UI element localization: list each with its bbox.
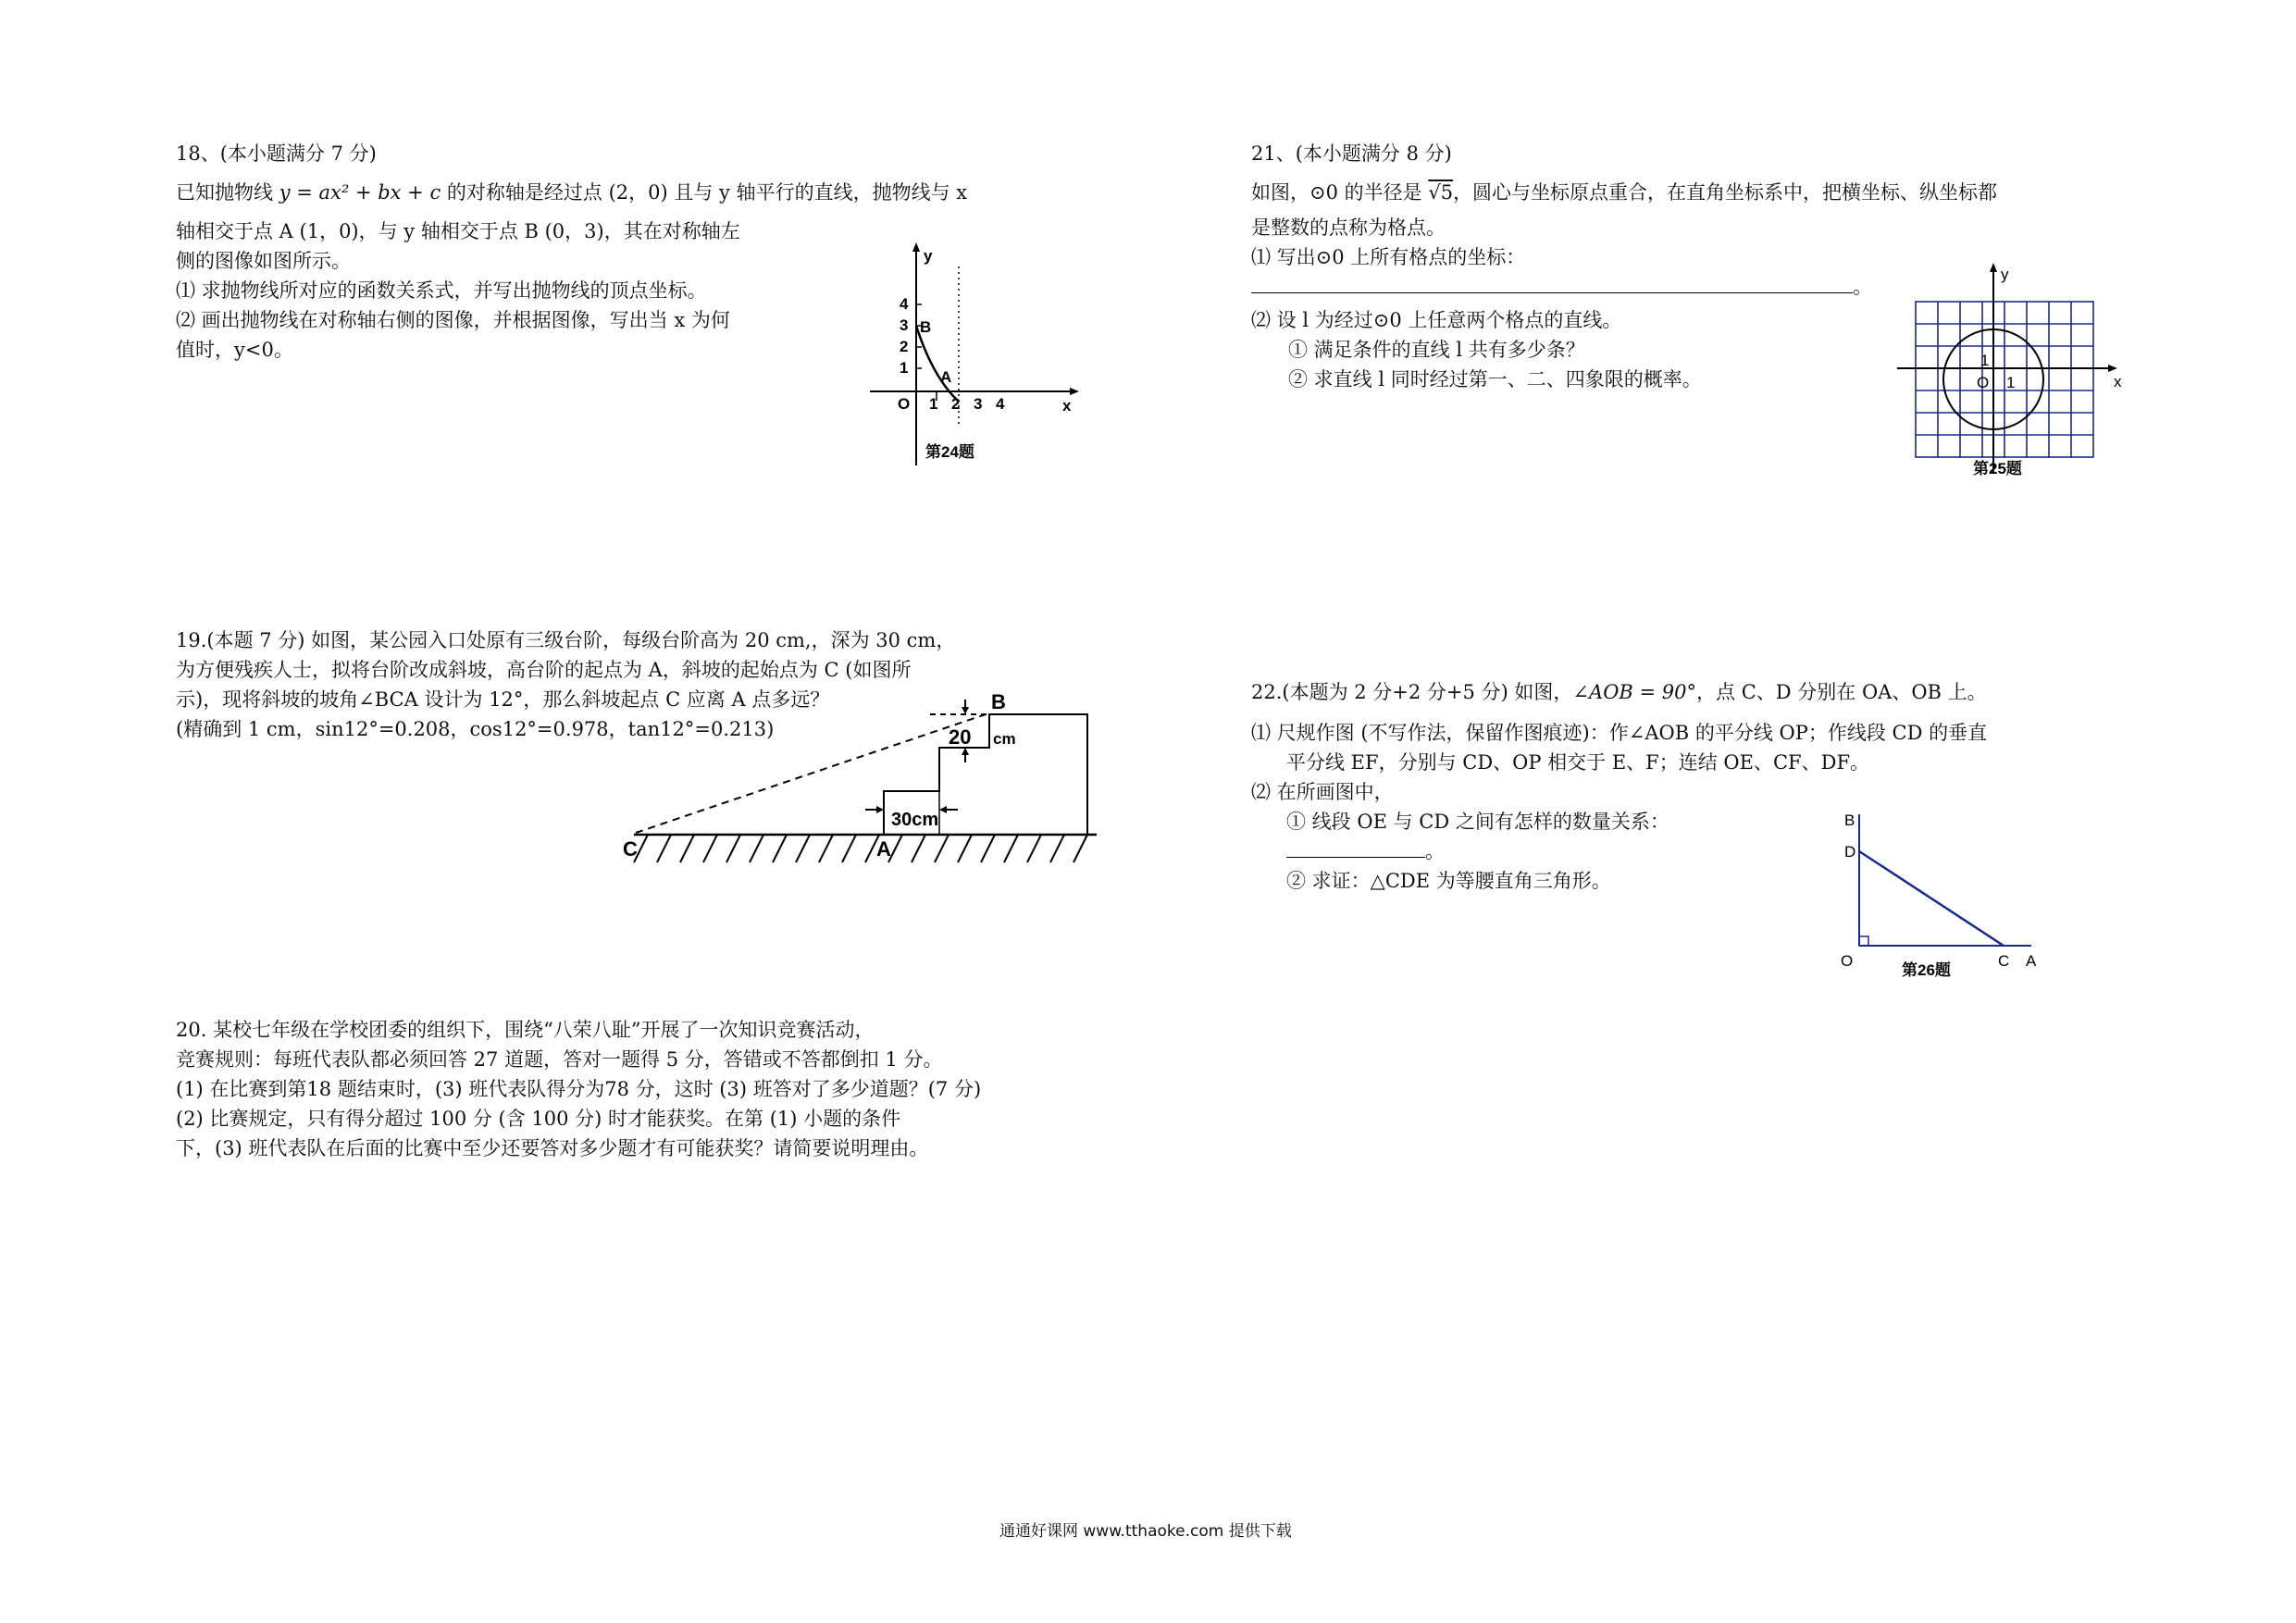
q21-fig-one-y: 1 (1980, 352, 1990, 369)
q19-stairs-figure (615, 687, 1106, 876)
question-21 (1251, 139, 1997, 394)
q18-fig-origin: O (898, 395, 911, 413)
q22-line3: 平分线 EF，分别与 CD、OP 相交于 E、F；连结 OE、CF、DF。 (1286, 751, 1870, 774)
q22-formula: ∠AOB = 90° (1572, 681, 1697, 703)
q19-fig-height: 20 (949, 725, 972, 749)
q21-fig-caption: 第25题 (1973, 460, 2022, 477)
q19-fig-point-a: A (876, 837, 891, 861)
q18-fig-y-label: y (924, 247, 933, 265)
q19-line4: (精确到 1 cm，sin12°=0.208，cos12°=0.978，tan12°=0.213) (176, 718, 775, 740)
q19-fig-point-c: C (623, 837, 638, 861)
q22-line5: ① 线段 OE 与 CD 之间有怎样的数量关系： (1286, 811, 1669, 833)
q22-fig-point-b: B (1844, 812, 1855, 829)
q22-fig-point-a: A (2026, 952, 2037, 970)
q18-line4: ⑴ 求抛物线所对应的函数关系式，并写出抛物线的顶点坐标。 (176, 279, 707, 302)
q18-line3: 侧的图像如图所示。 (176, 250, 351, 272)
q20-line4: (2) 比赛规定，只有得分超过 100 分 (含 100 分) 时才能获奖。在第 (1) 小题的条件 (176, 1108, 901, 1130)
q21-grid-figure (1897, 261, 2147, 483)
q22-fig-caption: 第26题 (1902, 961, 1951, 979)
q18-fig-point-b: B (920, 318, 932, 336)
q21-line6: ① 满足条件的直线 l 共有多少条？ (1288, 339, 1585, 361)
q21-fig-origin: O (1977, 374, 1990, 391)
q20-line5: 下，(3) 班代表队在后面的比赛中至少还要答对多少题才有可能获奖？请简要说明理由。 (176, 1137, 929, 1159)
q21-answer-blank (1251, 274, 1853, 293)
q21-line3: ⑴ 写出⊙0 上所有格点的坐标： (1251, 246, 1526, 268)
q18-line5: ⑵ 画出抛物线在对称轴右侧的图像，并根据图像，写出当 x 为何 (176, 309, 730, 331)
q21-line2: 是整数的点称为格点。 (1251, 217, 1446, 239)
question-18 (176, 139, 967, 365)
page-footer: 通通好课网 www.tthaoke.com 提供下载 (999, 1522, 1292, 1541)
q19-fig-height-unit: cm (993, 730, 1016, 748)
q18-fig-xtick-4: 4 (996, 395, 1005, 413)
q21-line5: ⑵ 设 l 为经过⊙0 上任意两个格点的直线。 (1251, 309, 1622, 331)
question-20 (176, 1015, 981, 1163)
q22-line7: ② 求证：△CDE 为等腰直角三角形。 (1286, 870, 1611, 892)
q21-fig-x-label: x (2114, 373, 2122, 390)
q19-line3: 示)，现将斜坡的坡角∠BCA 设计为 12°，那么斜坡起点 C 应离 A 点多远？ (176, 688, 830, 711)
q18-fig-xtick-2: 2 (951, 395, 961, 413)
q21-fig-one-x: 1 (2006, 374, 2016, 391)
q20-line1: 20. 某校七年级在学校团委的组织下，围绕“八荣八耻”开展了一次知识竞赛活动， (176, 1019, 875, 1041)
q18-fig-ytick-4: 4 (900, 295, 909, 313)
q18-line2: 轴相交于点 A (1，0)，与 y 轴相交于点 B (0，3)，其在对称轴左 (176, 220, 740, 242)
q21-radius: √5 (1428, 181, 1454, 204)
q21-line7: ② 求直线 l 同时经过第一、二、四象限的概率。 (1288, 368, 1702, 390)
q21-answer-line: 。 (1251, 272, 1997, 302)
q18-fig-caption: 第24题 (925, 443, 974, 461)
q19-line1: 19.(本题 7 分) 如图，某公园入口处原有三级台阶，每级台阶高为 20 cm,，深为 30 cm， (176, 629, 956, 651)
q21-heading: 21、(本小题满分 8 分) (1251, 142, 1452, 165)
q21-fig-y-label: y (2001, 266, 2009, 283)
q22-line4: ⑵ 在所画图中， (1251, 781, 1394, 803)
q22-triangle-figure (1837, 807, 2050, 992)
q18-line1: 已知抛物线 y = ax² + bx + c 的对称轴是经过点 (2，0) 且与 y 轴平行的直线，抛物线与 x (176, 181, 968, 204)
q18-fig-ytick-3: 3 (900, 316, 909, 334)
q18-line6: 值时，y<0。 (176, 339, 293, 361)
q19-fig-width: 30cm (891, 810, 939, 830)
q18-fig-x-label: x (1062, 397, 1072, 415)
q18-fig-ytick-1: 1 (900, 359, 909, 377)
q22-line2: ⑴ 尺规作图 (不写作法，保留作图痕迹)：作∠AOB 的平分线 OP；作线段 CD 的垂直 (1251, 722, 1988, 744)
q19-line2: 为方便残疾人士，拟将台阶改成斜坡，高台阶的起点为 A，斜坡的起始点为 C (如图所 (176, 659, 912, 681)
q21-line1: 如图，⊙0 的半径是 √5，圆心与坐标原点重合，在直角坐标系中，把横坐标、纵坐标都 (1251, 181, 1998, 204)
q19-fig-point-b: B (991, 690, 1006, 713)
q18-formula: y = ax² + bx + c (279, 181, 441, 204)
q22-line1: 22.(本题为 2 分+2 分+5 分) 如图，∠AOB = 90°，点 C、D 分别在 OA、OB 上。 (1251, 681, 1987, 703)
q18-fig-ytick-2: 2 (900, 338, 909, 355)
q22-answer-blank (1286, 838, 1425, 858)
q22-fig-point-d: D (1844, 843, 1856, 861)
q22-fig-point-c: C (1998, 952, 2010, 970)
q18-heading: 18、(本小题满分 7 分) (176, 142, 377, 165)
q20-line2: 竞赛规则：每班代表队都必须回答 27 道题，答对一题得 5 分，答错或不答都倒扣 1 分。 (176, 1048, 943, 1071)
q20-line3: (1) 在比赛到第18 题结束时，(3) 班代表队得分为78 分，这时 (3) 班答对了多少道题？(7 分) (176, 1078, 982, 1100)
q18-fig-xtick-3: 3 (974, 395, 983, 413)
q18-parabola-figure (861, 239, 1092, 465)
q18-fig-point-a: A (940, 368, 952, 386)
q18-fig-xtick-1: 1 (929, 395, 938, 413)
q22-answer-line: 。 (1251, 836, 1987, 866)
q22-fig-point-o: O (1841, 952, 1854, 970)
